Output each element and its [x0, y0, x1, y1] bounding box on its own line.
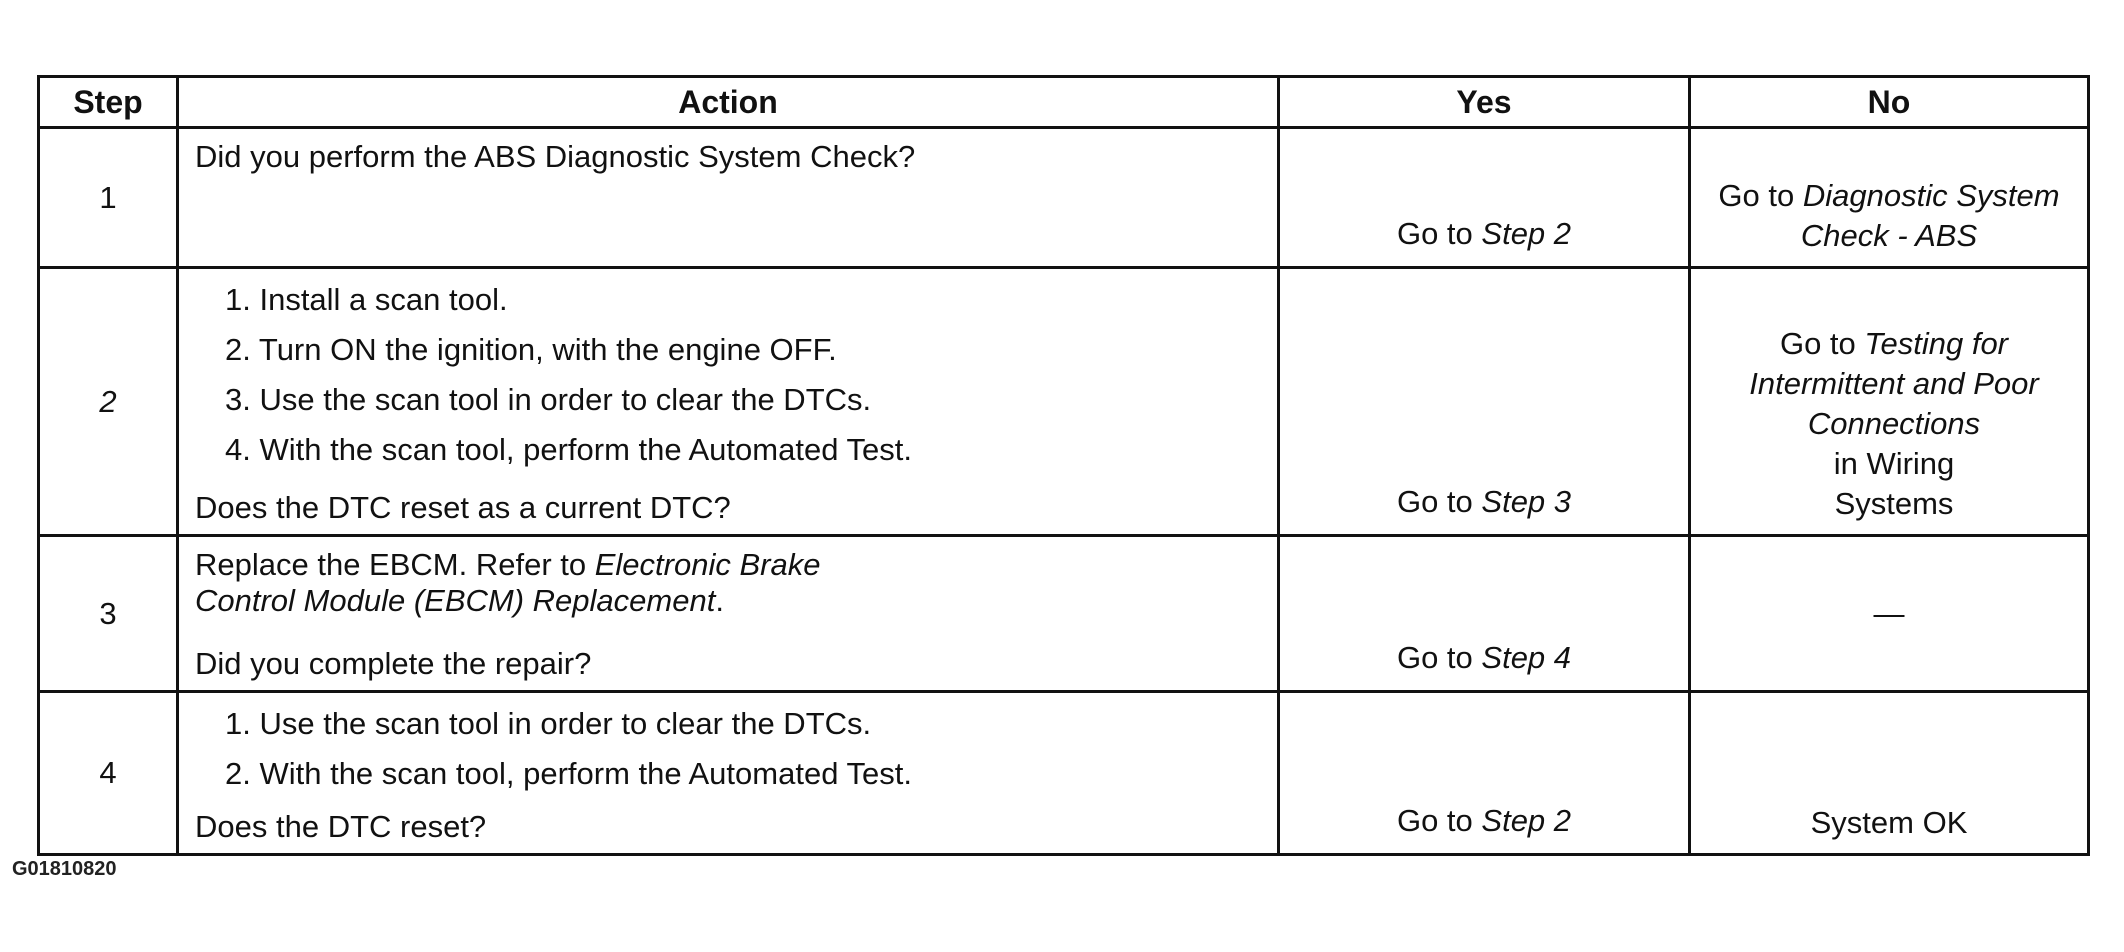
action-list-item: 2. Turn ON the ignition, with the engine OFF.	[225, 332, 837, 367]
action-procedure-link[interactable]: Electronic Brake Control Module (EBCM) Replacement	[195, 547, 821, 618]
action-cell	[178, 692, 1279, 855]
action-list-item: 1. Install a scan tool.	[225, 282, 508, 317]
action-question: Does the DTC reset?	[195, 809, 487, 844]
header-no: No	[1690, 77, 2089, 128]
no-prefix: Go to	[1718, 178, 1803, 213]
action-cell	[178, 128, 1279, 268]
action-question: Did you perform the ABS Diagnostic System Check?	[195, 139, 916, 174]
yes-cell	[1279, 692, 1690, 855]
action-question: Does the DTC reset as a current DTC?	[195, 490, 731, 525]
no-procedure-link[interactable]: Diagnostic System Check - ABS	[1800, 178, 2060, 253]
no-cell	[1690, 536, 2089, 692]
table-row	[39, 128, 2089, 268]
action-text-end: .	[715, 583, 724, 618]
no-prefix: Go to	[1779, 326, 1865, 361]
action-list-item: 3. Use the scan tool in order to clear the DTCs.	[225, 382, 872, 417]
yes-prefix: Go to	[1396, 216, 1482, 251]
no-cell	[1690, 268, 2089, 536]
header-action: Action	[178, 77, 1279, 128]
table-row	[39, 268, 2089, 536]
yes-prefix: Go to	[1396, 803, 1482, 838]
action-list	[195, 699, 1267, 799]
no-suffix-line: Systems	[1834, 486, 1954, 521]
yes-cell	[1279, 268, 1690, 536]
no-result: System OK	[1810, 805, 1968, 840]
action-cell	[178, 268, 1279, 536]
yes-step-link[interactable]: Step 2	[1481, 803, 1572, 838]
action-list-item: 1. Use the scan tool in order to clear the DTCs.	[225, 706, 872, 741]
no-suffix-line: in Wiring	[1833, 446, 1955, 481]
action-cell	[178, 536, 1279, 692]
no-cell	[1690, 128, 2089, 268]
no-procedure-link[interactable]: Testing for Intermittent and Poor Connections	[1749, 326, 2039, 441]
action-list	[195, 275, 1267, 475]
step-number: 4	[39, 692, 178, 855]
step-number: 3	[39, 536, 178, 692]
no-not-applicable: —	[1873, 595, 1905, 631]
no-cell	[1690, 692, 2089, 855]
yes-step-link[interactable]: Step 3	[1481, 484, 1572, 519]
header-yes: Yes	[1279, 77, 1690, 128]
header-step: Step	[39, 77, 178, 128]
step-number: 1	[39, 128, 178, 268]
table-row	[39, 536, 2089, 692]
action-instruction	[195, 543, 1267, 619]
step-number: 2	[39, 268, 178, 536]
action-text: Replace the EBCM. Refer to	[195, 547, 595, 582]
action-list-item: 4. With the scan tool, perform the Automated Test.	[225, 432, 912, 467]
yes-step-link[interactable]: Step 2	[1481, 216, 1572, 251]
yes-cell	[1279, 128, 1690, 268]
yes-prefix: Go to	[1396, 484, 1482, 519]
action-question: Did you complete the repair?	[195, 646, 592, 681]
yes-prefix: Go to	[1396, 640, 1482, 675]
diagnostic-table	[37, 75, 2090, 856]
action-list-item: 2. With the scan tool, perform the Automated Test.	[225, 756, 912, 791]
figure-id: G01810820	[12, 858, 117, 880]
yes-step-link[interactable]: Step 4	[1481, 640, 1572, 675]
yes-cell	[1279, 536, 1690, 692]
table-row	[39, 692, 2089, 855]
table-header-row	[39, 77, 2089, 128]
